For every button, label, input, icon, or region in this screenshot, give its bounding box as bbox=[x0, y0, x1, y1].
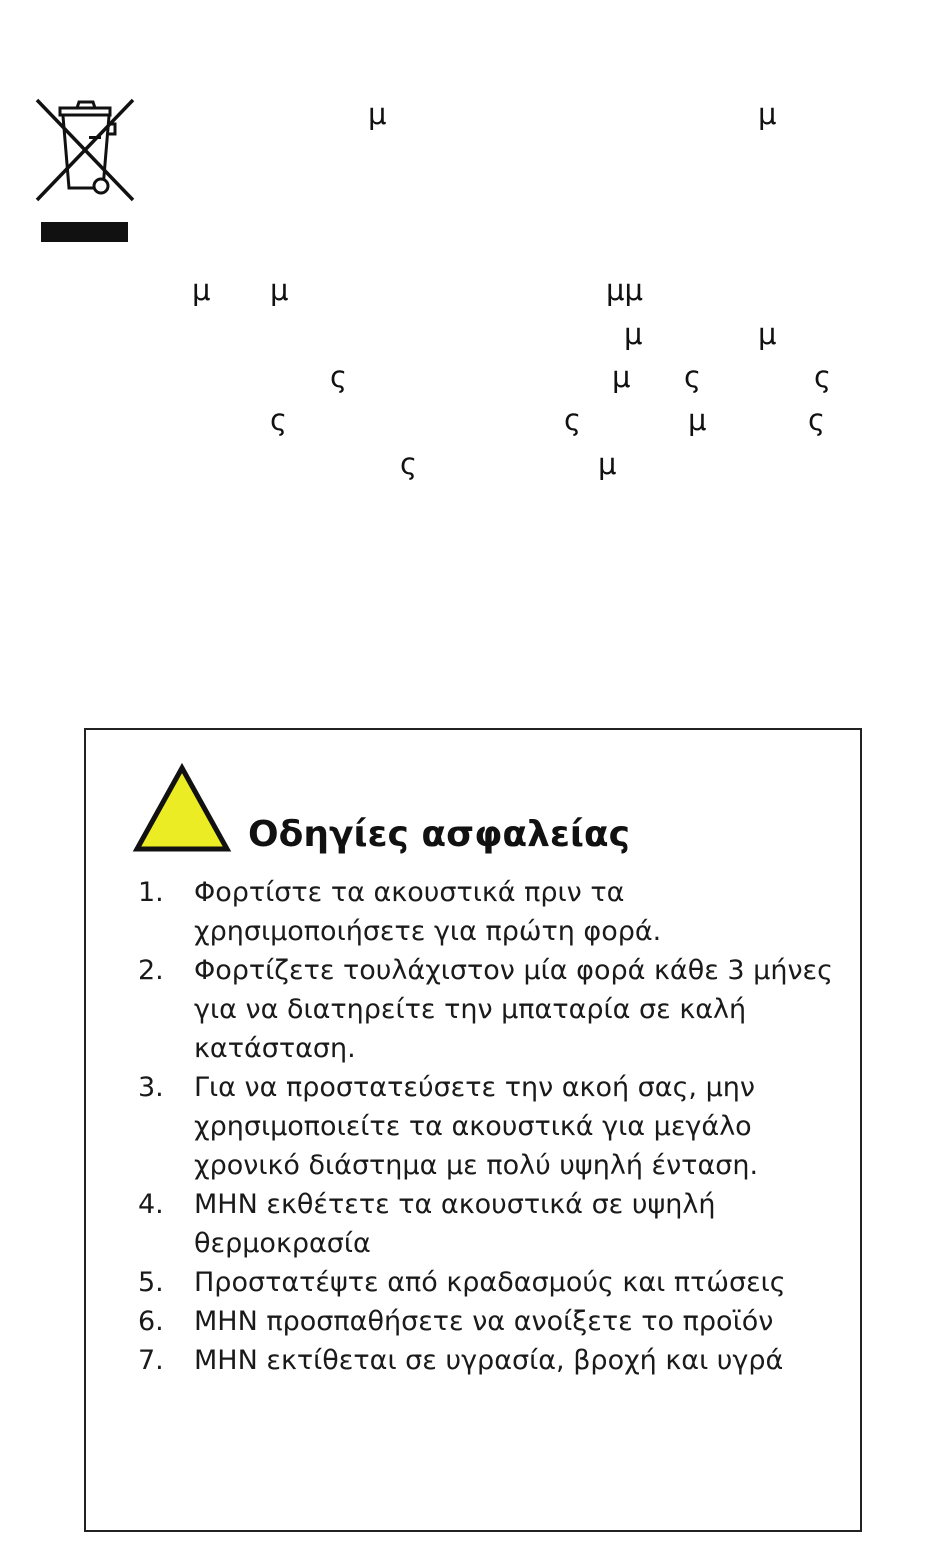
crossed-out-wheelie-bin-icon bbox=[33, 96, 141, 244]
list-item bbox=[138, 1185, 838, 1263]
item-number: 6. bbox=[138, 1306, 164, 1337]
list-item bbox=[138, 1341, 838, 1380]
warning-triangle-icon bbox=[132, 763, 232, 853]
item-text: ΜΗΝ εκθέτετε τα ακουστικά σε υψηλή θερμοκρασία bbox=[194, 1189, 716, 1259]
item-text: ΜΗΝ προσπαθήσετε να ανοίξετε το προϊόν bbox=[194, 1306, 774, 1337]
text-fragment: μμ bbox=[606, 273, 643, 307]
item-number: 4. bbox=[138, 1189, 164, 1220]
list-item bbox=[138, 951, 838, 1068]
text-fragment: ς bbox=[564, 403, 582, 437]
list-item bbox=[138, 1263, 838, 1302]
text-fragment: μ bbox=[368, 97, 387, 131]
item-number: 2. bbox=[138, 955, 164, 986]
item-text: ΜΗΝ εκτίθεται σε υγρασία, βροχή και υγρά bbox=[194, 1345, 784, 1376]
item-number: 1. bbox=[138, 877, 164, 908]
list-item bbox=[138, 1068, 838, 1185]
text-fragment: μ bbox=[270, 273, 289, 307]
text-fragment: μ bbox=[758, 97, 777, 131]
item-number: 7. bbox=[138, 1345, 164, 1376]
text-fragment: ς bbox=[808, 403, 826, 437]
text-fragment: μ bbox=[612, 360, 631, 394]
safety-title: Οδηγίες ασφαλείας bbox=[248, 814, 631, 855]
text-fragment: μ bbox=[624, 317, 643, 351]
item-text: Φορτίστε τα ακουστικά πριν τα χρησιμοποιήσετε για πρώτη φορά. bbox=[194, 877, 662, 947]
text-fragment: μ bbox=[758, 317, 777, 351]
text-fragment: ς bbox=[400, 447, 418, 481]
safety-list bbox=[138, 873, 838, 1380]
list-item bbox=[138, 1302, 838, 1341]
text-fragment: μ bbox=[688, 403, 707, 437]
text-fragment: ς bbox=[270, 403, 288, 437]
item-number: 3. bbox=[138, 1072, 164, 1103]
item-text: Για να προστατεύσετε την ακοή σας, μην χρησιμοποιείτε τα ακουστικά για μεγάλο χρονικό διάστημα με πολύ υψηλή ένταση. bbox=[194, 1072, 759, 1181]
text-fragment: ς bbox=[330, 360, 348, 394]
text-fragment: μ bbox=[192, 273, 211, 307]
text-fragment: ς bbox=[684, 360, 702, 394]
item-text: Προστατέψτε από κραδασμούς και πτώσεις bbox=[194, 1267, 786, 1298]
text-fragment: ς bbox=[814, 360, 832, 394]
text-fragment: μ bbox=[598, 447, 617, 481]
list-item bbox=[138, 873, 838, 951]
item-text: Φορτίζετε τουλάχιστον μία φορά κάθε 3 μήνες για να διατηρείτε την μπαταρία σε καλή κατάσταση. bbox=[194, 955, 833, 1064]
item-number: 5. bbox=[138, 1267, 164, 1298]
